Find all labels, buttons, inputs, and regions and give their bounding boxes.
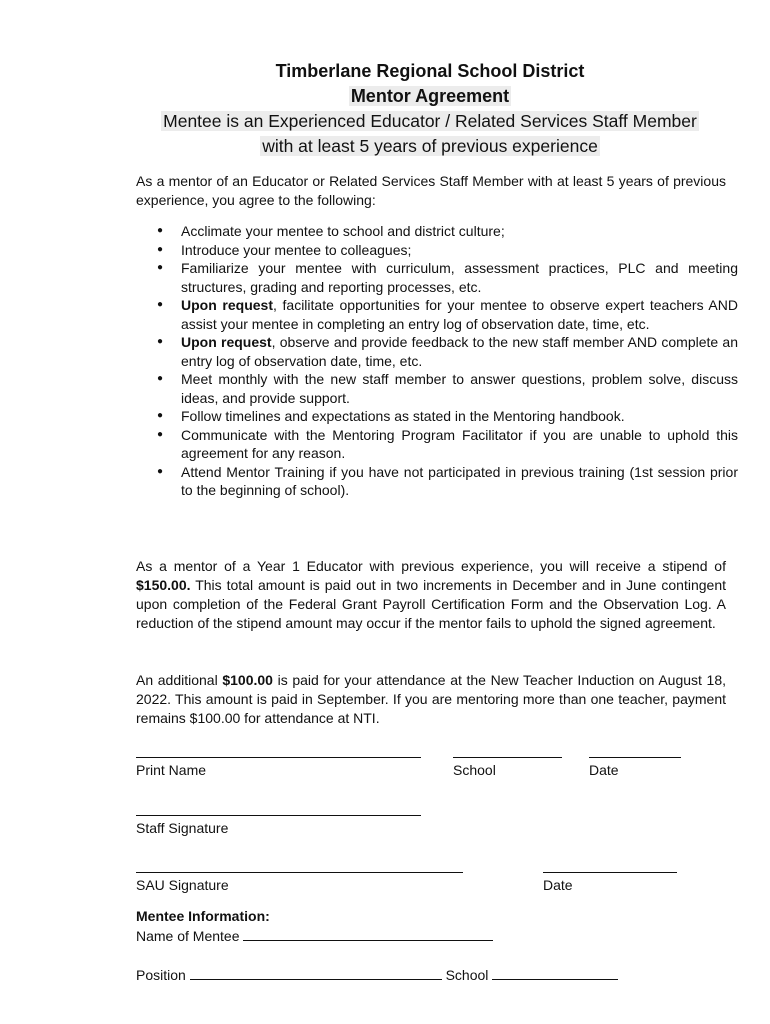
- mentee-name-input[interactable]: [243, 928, 493, 941]
- list-item: ● Familiarize your mentee with curriculum, assessment practices, PLC and meeting structures, grading and reporting processes, etc.: [181, 259, 738, 296]
- document-title: Mentor Agreement: [350, 86, 510, 106]
- school-line[interactable]: [453, 757, 562, 758]
- subtitle-line-2: with at least 5 years of previous experience: [262, 136, 598, 156]
- staff-signature-label: Staff Signature: [136, 820, 229, 836]
- mentee-info-heading: Mentee Information:: [136, 908, 270, 924]
- list-item: ● Meet monthly with the new staff member to answer questions, problem solve, discuss ideas, and provide support.: [181, 370, 738, 407]
- mentor-duties-list: [136, 222, 738, 500]
- print-name-line[interactable]: [136, 757, 421, 758]
- mentee-name-field: [136, 928, 493, 944]
- sau-date-label: Date: [543, 877, 573, 893]
- school-label: School: [453, 762, 496, 778]
- date-label: Date: [589, 762, 619, 778]
- list-item: ● Introduce your mentee to colleagues;: [181, 241, 738, 260]
- list-item: ● Acclimate your mentee to school and district culture;: [181, 222, 738, 241]
- list-item: ● Attend Mentor Training if you have not participated in previous training (1st session prior to the beginning of school).: [181, 463, 738, 500]
- list-item: ● Follow timelines and expectations as stated in the Mentoring handbook.: [181, 407, 738, 426]
- subtitle-line-1: Mentee is an Experienced Educator / Related Services Staff Member: [163, 111, 697, 131]
- list-item: ● Upon request, facilitate opportunities for your mentee to observe expert teachers AND assist your mentee in completing an entry log of observation date, time, etc.: [181, 296, 738, 333]
- sau-date-line[interactable]: [543, 872, 677, 873]
- date-line[interactable]: [589, 757, 681, 758]
- print-name-label: Print Name: [136, 762, 207, 778]
- sau-signature-label: SAU Signature: [136, 877, 229, 893]
- list-item: ● Communicate with the Mentoring Program Facilitator if you are unable to uphold this agreement for any reason.: [181, 426, 738, 463]
- mentee-school-label: School: [445, 967, 489, 983]
- list-item: ● Upon request, observe and provide feedback to the new staff member AND complete an entry log of observation date, time, etc.: [181, 333, 738, 370]
- stipend-paragraph: As a mentor of a Year 1 Educator with previous experience, you will receive a stipend of $150.00. This total amount is paid out in two increments in December and in June contingent upon completion of the Federal Grant Payroll Certification Form and the Observation Log. A reduction of the stipend amount may occur if the mentor fails to uphold the signed agreement.: [136, 558, 726, 631]
- mentee-name-label: Name of Mentee: [136, 928, 240, 944]
- sau-signature-line[interactable]: [136, 872, 463, 873]
- mentee-school-input[interactable]: [492, 967, 618, 980]
- intro-paragraph: As a mentor of an Educator or Related Services Staff Member with at least 5 years of previous experience, you agree to the following:: [136, 173, 726, 208]
- district-title: Timberlane Regional School District: [275, 61, 585, 81]
- position-label: Position: [136, 967, 186, 983]
- additional-payment-paragraph: An additional $100.00 is paid for your attendance at the New Teacher Induction on August 18, 2022. This amount is paid in September. If you are mentoring more than one teacher, payment remains $100.00 for attendance at NTI.: [136, 672, 727, 726]
- position-input[interactable]: [190, 967, 442, 980]
- mentee-position-field: [136, 967, 618, 983]
- staff-signature-line[interactable]: [136, 815, 421, 816]
